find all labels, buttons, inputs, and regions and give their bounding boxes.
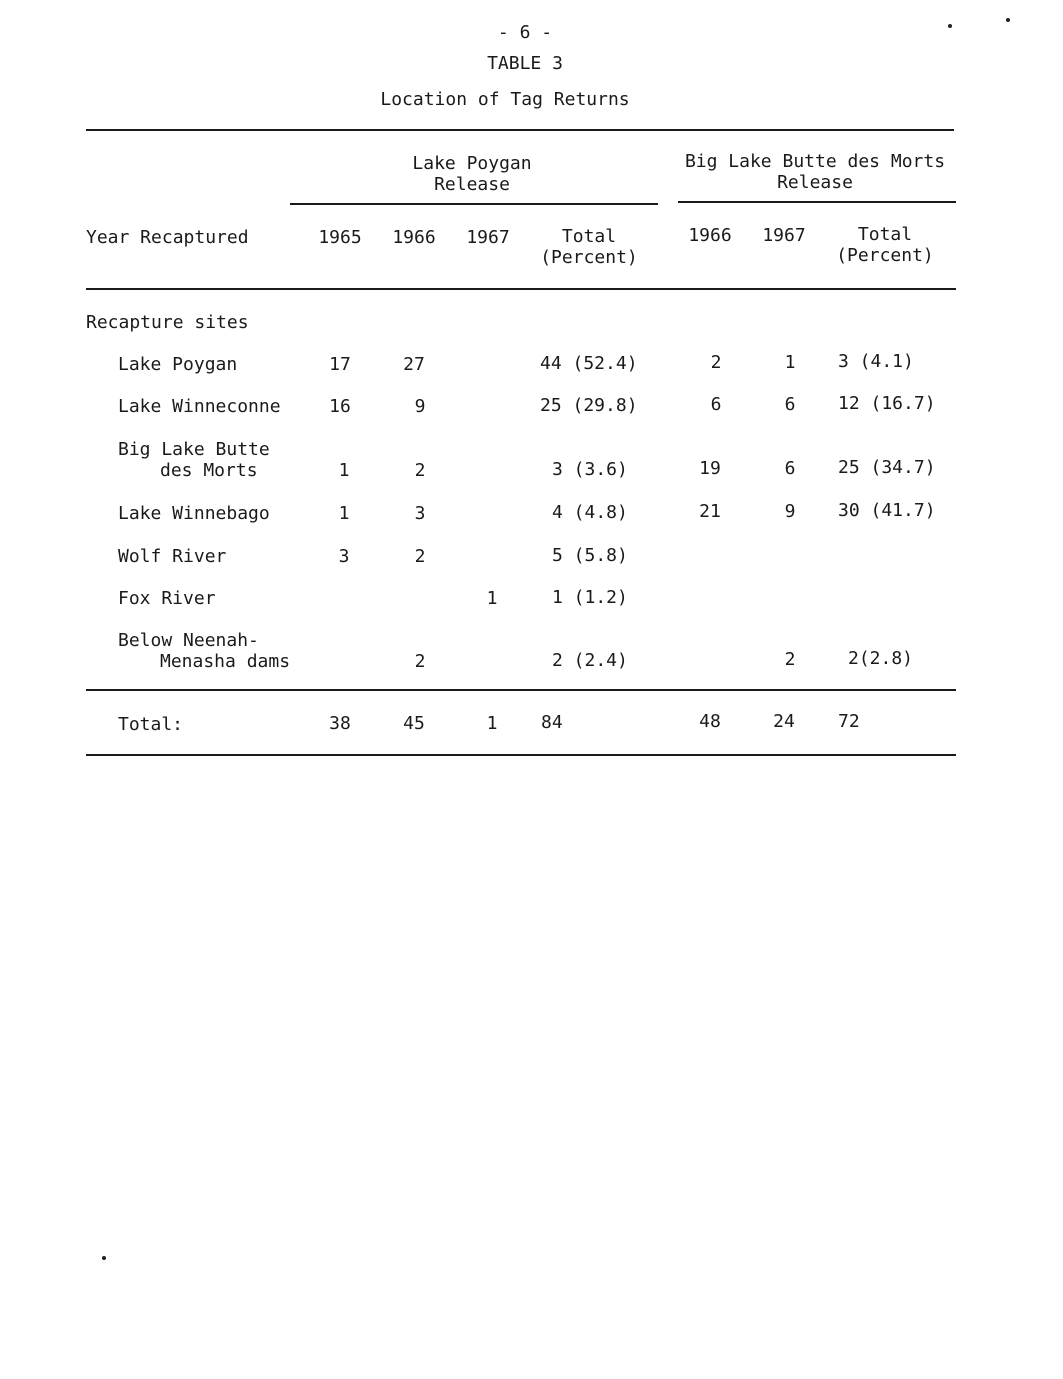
cell-ptotal: 2 (2.4) [552, 650, 628, 671]
row-name: Below Neenah- [118, 630, 259, 651]
header-bigbutte-1966: 1966 [688, 225, 732, 246]
cell-b1967: 9 [784, 501, 796, 522]
cell-b1967: 1 [784, 352, 796, 373]
cell-b1967: 6 [784, 394, 796, 415]
group-poygan-line1: Lake Poygan [412, 153, 532, 174]
cell-btotal: 2(2.8) [848, 648, 914, 669]
total-p1966: 45 [403, 713, 425, 734]
scan-speck [102, 1256, 106, 1260]
cell-p1966: 9 [414, 396, 426, 417]
cell-btotal: 30 (41.7) [838, 500, 936, 521]
bottom-rule [86, 754, 956, 756]
cell-ptotal: 44 (52.4) [540, 353, 638, 374]
cell-p1966: 27 [403, 354, 425, 375]
total-b1967: 24 [773, 711, 795, 732]
cell-btotal: 3 (4.1) [838, 351, 914, 372]
cell-b1967: 2 [784, 649, 796, 670]
header-bigbutte-total-line2: (Percent) [836, 245, 934, 266]
cell-ptotal: 5 (5.8) [552, 545, 628, 566]
row-name: Fox River [118, 588, 216, 609]
group-bigbutte-line1: Big Lake Butte des Morts [684, 151, 946, 172]
group-poygan-rule [290, 203, 658, 205]
cell-ptotal: 1 (1.2) [552, 587, 628, 608]
cell-p1965: 16 [329, 396, 351, 417]
cell-btotal: 12 (16.7) [838, 393, 936, 414]
row-name: Lake Winneconne [118, 396, 281, 417]
total-rule [86, 689, 956, 691]
cell-ptotal: 25 (29.8) [540, 395, 638, 416]
cell-ptotal: 3 (3.6) [552, 459, 628, 480]
scan-speck [948, 24, 952, 28]
group-bigbutte-line2: Release [777, 172, 853, 193]
header-poygan-total-line2: (Percent) [540, 247, 638, 268]
row-name: Lake Poygan [118, 354, 238, 375]
table-title: Location of Tag Returns [380, 89, 630, 110]
cell-p1966: 2 [414, 460, 426, 481]
total-p1967: 1 [486, 713, 498, 734]
cell-p1966: 2 [414, 546, 426, 567]
header-poygan-1965: 1965 [318, 227, 362, 248]
section-label: Recapture sites [86, 312, 249, 333]
row-name-line2: des Morts [160, 460, 258, 481]
header-bigbutte-1967: 1967 [762, 225, 806, 246]
cell-p1965: 1 [338, 503, 350, 524]
row-name: Lake Winnebago [118, 503, 270, 524]
cell-p1965: 1 [338, 460, 350, 481]
table-label: TABLE 3 [487, 53, 563, 74]
cell-p1966: 3 [414, 503, 426, 524]
total-p1965: 38 [329, 713, 351, 734]
top-rule [86, 129, 954, 131]
cell-p1965: 17 [329, 354, 351, 375]
total-b1966: 48 [699, 711, 721, 732]
total-ptotal: 84 [541, 712, 563, 733]
cell-ptotal: 4 (4.8) [552, 502, 628, 523]
header-poygan-1967: 1967 [466, 227, 510, 248]
total-btotal: 72 [838, 711, 860, 732]
total-label: Total: [118, 714, 184, 735]
cell-b1966: 2 [710, 352, 722, 373]
header-poygan-1966: 1966 [392, 227, 436, 248]
row-name-line2: Menasha dams [160, 651, 291, 672]
cell-p1966: 2 [414, 651, 426, 672]
cell-b1966: 6 [710, 394, 722, 415]
group-poygan-line2: Release [434, 174, 510, 195]
cell-p1965: 3 [338, 546, 350, 567]
page-number: - 6 - [497, 22, 553, 43]
header-rule [86, 288, 956, 290]
group-bigbutte-rule [678, 201, 956, 203]
cell-p1967: 1 [486, 588, 498, 609]
scan-speck [1006, 18, 1010, 22]
header-bigbutte-total-line1: Total [857, 224, 913, 245]
cell-btotal: 25 (34.7) [838, 457, 936, 478]
header-poygan-total-line1: Total [561, 226, 617, 247]
cell-b1966: 21 [699, 501, 721, 522]
row-name: Wolf River [118, 546, 227, 567]
cell-b1966: 19 [699, 458, 721, 479]
row-name: Big Lake Butte [118, 439, 270, 460]
header-row-label: Year Recaptured [86, 227, 249, 248]
cell-b1967: 6 [784, 458, 796, 479]
